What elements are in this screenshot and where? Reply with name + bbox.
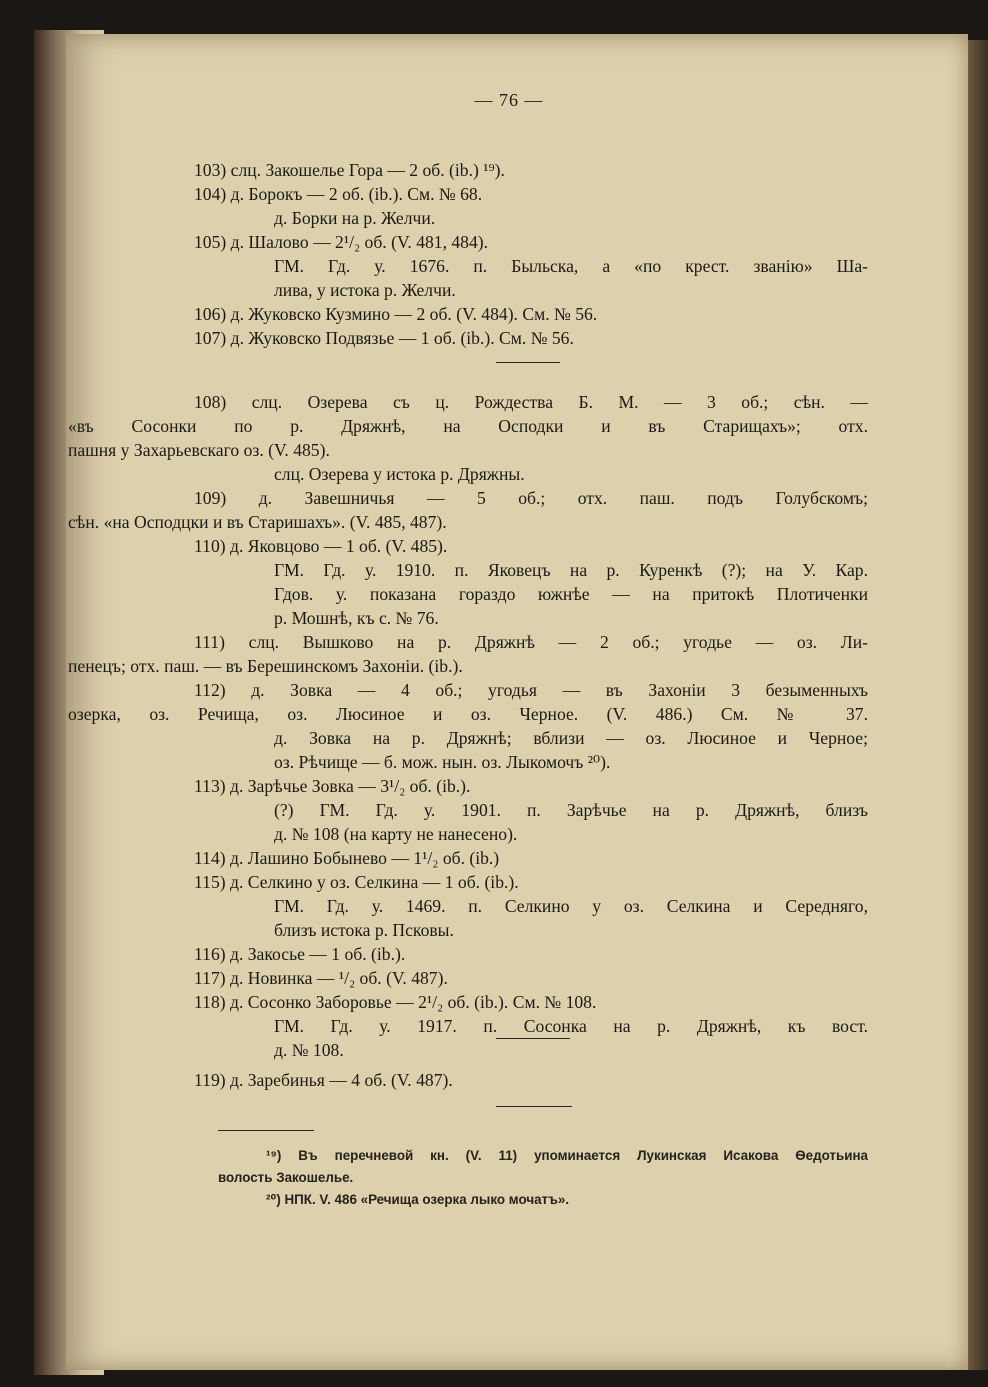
- section-separator: [496, 1038, 570, 1039]
- next-page-edge: [968, 40, 988, 1370]
- entry-line: 116) д. Закосье — 1 об. (ib.).: [194, 944, 406, 964]
- entry-note: ГМ. Гд. у. 1676. п. Быльска, а «по крест. званію» Ша-: [274, 256, 868, 276]
- entry-note: близъ истока р. Псковы.: [274, 920, 454, 940]
- entry-line: 106) д. Жуковско Кузмино — 2 об. (V. 484). См. № 56.: [194, 304, 598, 324]
- entry-note: р. Мошнѣ, къ с. № 76.: [274, 608, 439, 628]
- entry-line: 109) д. Завешничья — 5 об.; отх. паш. подъ Голубскомъ;: [194, 488, 868, 508]
- entry-line: 105) д. Шалово — 2¹/₂ об. (V. 481, 484).: [194, 232, 489, 252]
- page-number: — 76 —: [474, 90, 544, 110]
- entry-note: д. № 108.: [274, 1040, 344, 1060]
- footnote-19-continuation: волость Закошелье.: [218, 1170, 354, 1185]
- entry-line: 119) д. Заребинья — 4 об. (V. 487).: [194, 1070, 453, 1090]
- footnote-20: ²⁰) НПК. V. 486 «Речища озерка лыко мочатъ».: [266, 1192, 570, 1207]
- entry-line: пенецъ; отх. паш. — въ Берешинскомъ Захоніи. (ib.).: [68, 656, 463, 676]
- entry-line: 104) д. Борокъ — 2 об. (ib.). См. № 68.: [194, 184, 483, 204]
- entry-note: Гдов. у. показана гораздо южнѣе — на притокѣ Плотиченки: [274, 584, 868, 604]
- entry-line: пашня у Захарьевскаго оз. (V. 485).: [68, 440, 330, 460]
- entry-line: сѣн. «на Осподцки и въ Старишахъ». (V. 485, 487).: [68, 512, 447, 532]
- entry-line: озерка, оз. Речища, оз. Люсиное и оз. Черное. (V. 486.) См. № 37.: [68, 704, 868, 724]
- entry-line: 117) д. Новинка — ¹/₂ об. (V. 487).: [194, 968, 448, 988]
- entry-note: ГМ. Гд. у. 1917. п. Сосонка на р. Дряжнѣ, къ вост.: [274, 1016, 868, 1036]
- entry-line: «въ Сосонки по р. Дряжнѣ, на Осподки и въ Старищахъ»; отх.: [68, 416, 868, 436]
- entry-note: д. № 108 (на карту не нанесено).: [274, 824, 518, 844]
- entry-line: 103) слц. Закошелье Гора — 2 об. (ib.) ¹⁹).: [194, 160, 505, 180]
- entry-note: ГМ. Гд. у. 1910. п. Яковецъ на р. Куренкѣ (?); на У. Кар.: [274, 560, 868, 580]
- entry-line: 108) слц. Озерева съ ц. Рождества Б. М. — 3 об.; сѣн. —: [194, 392, 868, 412]
- entry-note: оз. Рѣчище — б. мож. нын. оз. Лыкомочъ ²⁰).: [274, 752, 611, 772]
- entry-line: 107) д. Жуковско Подвязье — 1 об. (ib.). См. № 56.: [194, 328, 574, 348]
- footnote-rule: [218, 1130, 314, 1131]
- entry-line: 114) д. Лашино Бобынево — 1¹/₂ об. (ib.): [194, 848, 500, 868]
- entry-note: ГМ. Гд. у. 1469. п. Селкино у оз. Селкина и Середняго,: [274, 896, 868, 916]
- section-separator: [496, 362, 560, 363]
- entry-line: 112) д. Зовка — 4 об.; угодья — въ Захоніи 3 безыменныхъ: [194, 680, 868, 700]
- entry-line: 118) д. Сосонко Заборовье — 2¹/₂ об. (ib.). См. № 108.: [194, 992, 597, 1012]
- entry-note: (?) ГМ. Гд. у. 1901. п. Зарѣчье на р. Дряжнѣ, близъ: [274, 800, 868, 820]
- footnote-19: ¹⁹) Въ перечневой кн. (V. 11) упоминается Лукинская Исакова Ѳедотьина: [266, 1148, 868, 1163]
- entry-line: 115) д. Селкино у оз. Селкина — 1 об. (ib.).: [194, 872, 519, 892]
- entry-note: слц. Озерева у истока р. Дряжны.: [274, 464, 525, 484]
- section-separator: [496, 1106, 572, 1107]
- entry-note: лива, у истока р. Желчи.: [274, 280, 456, 300]
- entry-line: 111) слц. Вышково на р. Дряжнѣ — 2 об.; угодье — оз. Ли-: [194, 632, 868, 652]
- entry-note: д. Зовка на р. Дряжнѣ; вблизи — оз. Люсиное и Черное;: [274, 728, 868, 748]
- entry-line: 113) д. Зарѣчье Зовка — 3¹/₂ об. (ib.).: [194, 776, 471, 796]
- entry-line: 110) д. Яковцово — 1 об. (V. 485).: [194, 536, 448, 556]
- entry-note: д. Борки на р. Желчи.: [274, 208, 436, 228]
